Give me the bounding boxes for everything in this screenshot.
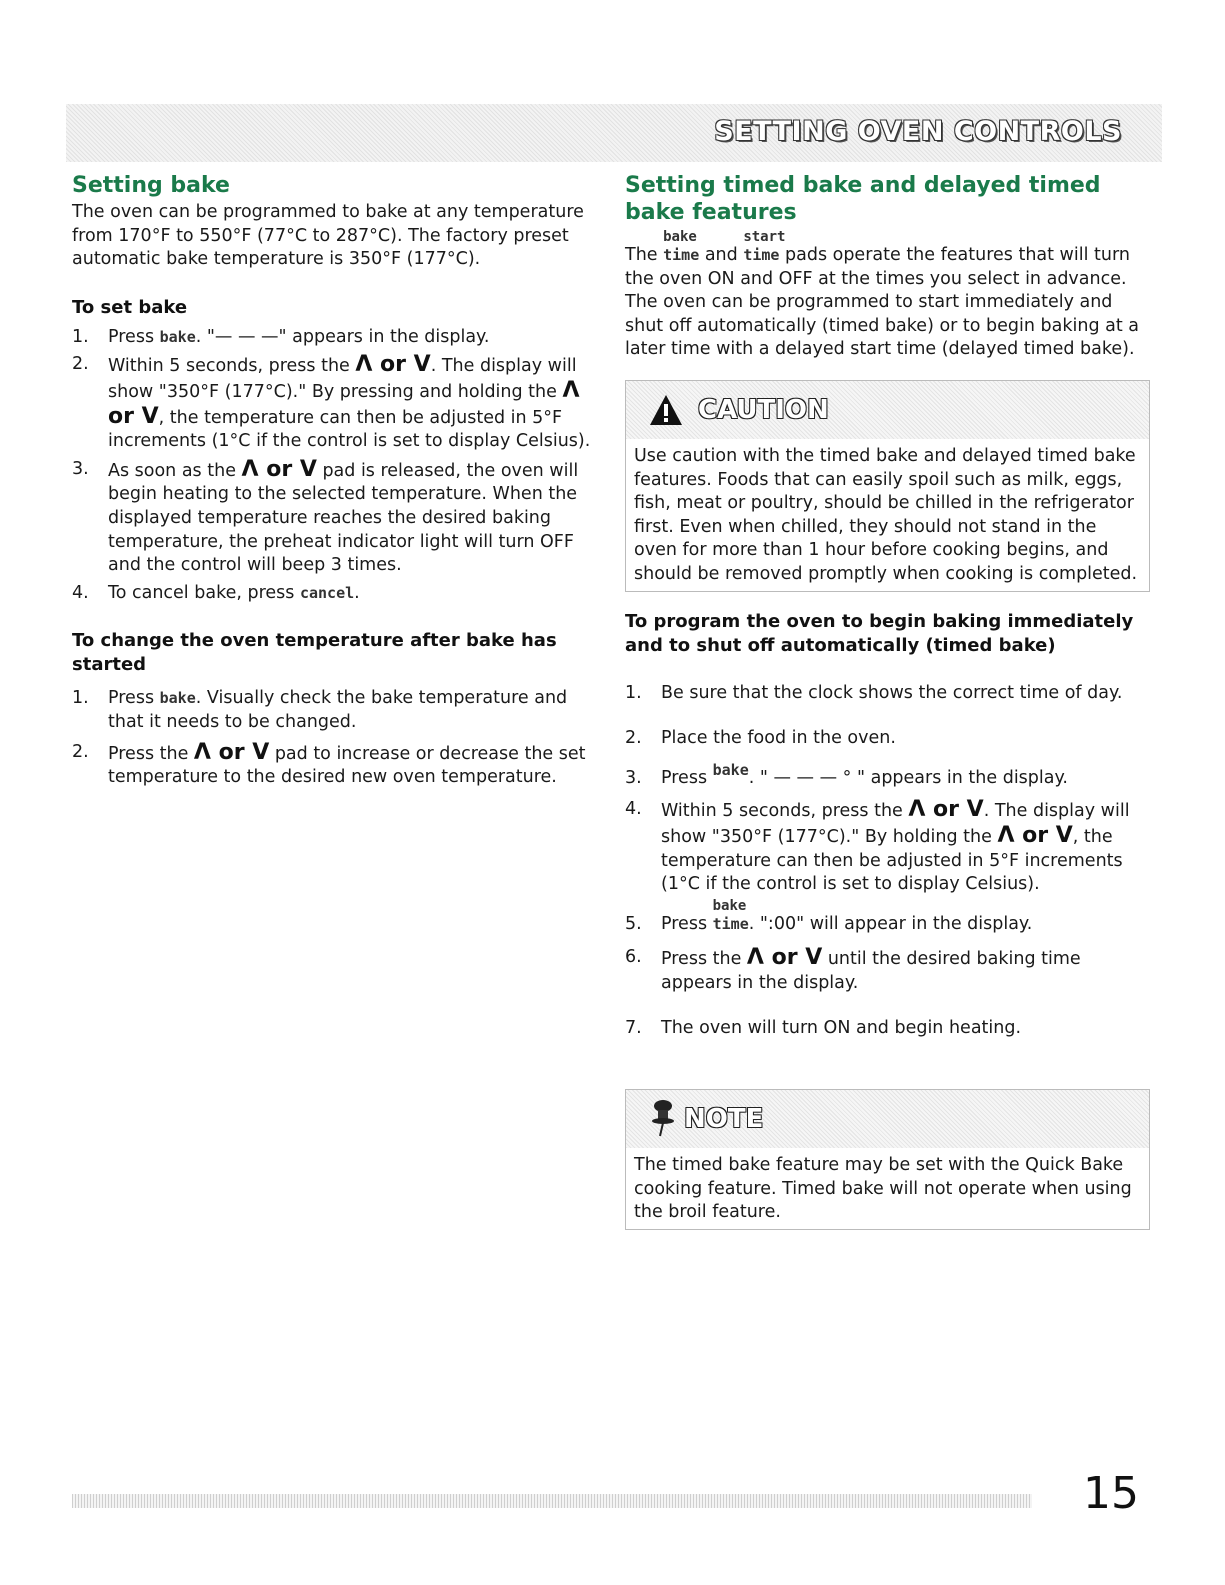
intro-text: The [625,245,664,265]
bake-time-key [712,897,749,937]
bake-key: bake [159,689,196,708]
step-text: until the desired baking time appears in the display. [661,949,1081,993]
key-top-label: bake [712,897,747,914]
step-number: 3. [625,767,642,788]
up-down-arrows-icon: Λ or V [355,352,431,378]
up-down-arrows-icon: Λ or V [746,945,823,971]
banner-title: SETTING OVEN CONTROLS [714,116,1122,147]
timed-bake-intro [625,229,1150,362]
key-top-label: start [743,229,786,245]
page-number: 15 [1083,1468,1139,1519]
step-number: 1. [72,688,89,709]
list-item [72,687,592,734]
step-number: 5. [625,913,642,934]
step-text: Press the [108,743,194,764]
step-text: Within 5 seconds, press the [108,356,356,377]
step-text: pad to increase or decrease the set temperature to the desired new oven temperature. [108,743,586,788]
step-text: pad is released, the oven will begin heating to the selected temperature. When the displayed temperature reaches the desired baking temperature, the preheat indicator light will turn OFF and the control will beep 3 times. [108,460,579,576]
list-item [72,353,592,453]
step-text: To cancel bake, press [108,582,300,603]
change-temp-heading: To change the oven temperature after bake has started [72,630,557,676]
step-number: 1. [72,326,89,347]
up-down-arrows-icon: Λ or V [193,739,270,765]
pushpin-icon [648,1098,678,1138]
step-text: Within 5 seconds, press the [661,801,909,822]
intro-text: pads operate the features that will turn the oven ON and OFF at the times you select in advance. The oven can be programmed to start immediately and shut off automatically (timed bake) or to begin baking at a later time with a delayed start time (delayed timed bake). [625,245,1140,360]
caution-text: Use caution with the timed bake and delayed timed bake features. Foods that can easily spoil such as milk, eggs, fish, meat or poultry, should be chilled in the refrigerator first. Even when chilled, they should not stand in the oven for more than 1 hour before cooking begins, and should be removed promptly when cooking is completed. [634,445,1138,584]
step-text: Press [108,688,160,709]
step-number: 4. [72,582,89,603]
caution-body [626,439,1149,591]
list-item [72,741,592,790]
left-column [72,172,592,790]
list-item [72,326,592,350]
step-number: 1. [625,682,642,703]
list-item [72,582,592,606]
step-text: Place the food in the oven. [661,728,896,749]
list-item [625,682,1150,706]
change-temp-steps [72,687,592,789]
list-item [625,946,1150,995]
warning-triangle-icon [648,393,684,427]
step-number: 4. [625,799,642,820]
step-number: 2. [72,354,89,375]
cancel-key: cancel [299,583,355,602]
step-text: The oven will turn ON and begin heating. [661,1018,1022,1039]
step-number: 2. [72,741,89,762]
list-item [625,1017,1150,1041]
setting-bake-heading: Setting bake [72,173,230,198]
to-set-bake-steps [72,326,592,606]
program-steps [625,682,1150,1042]
step-number: 6. [625,947,642,968]
note-text: The timed bake feature may be set with the Quick Bake cooking feature. Timed bake will not operate when using the broil feature. [634,1155,1132,1223]
note-box [625,1089,1150,1230]
bake-key: bake [159,327,196,346]
caution-label: CAUTION [698,394,829,425]
to-set-bake-heading: To set bake [72,296,188,318]
step-text: . ":00" will appear in the display. [748,913,1033,934]
timed-bake-heading: Setting timed bake and delayed timed bake features [625,173,1101,225]
key-top-label: bake [663,229,697,245]
step-text: , the temperature can then be adjusted in 5°F increments (1°C if the control is set to display Celsius). [661,826,1123,895]
step-number: 3. [72,458,89,479]
step-text: . [354,582,360,603]
list-item [625,798,1150,896]
intro-text: and [699,245,744,265]
step-text: , the temperature can then be adjusted in 5°F increments (1°C if the control is set to display Celsius). [108,407,591,452]
up-down-arrows-icon: Λ or V [241,456,317,482]
step-text: . Visually check the bake temperature and that it needs to be changed. [108,688,568,732]
step-text: . The display will show "350°F (177°C)." By holding the [661,801,1130,847]
note-header [626,1090,1149,1148]
step-text: Press the [661,949,747,970]
note-label: NOTE [684,1104,764,1135]
note-body [626,1148,1149,1229]
caution-box [625,380,1150,592]
list-item [625,760,1150,791]
step-text: Be sure that the clock shows the correct time of day. [661,682,1123,703]
step-number: 7. [625,1018,642,1039]
up-down-arrows-icon: Λ or V [908,797,984,823]
step-text: As soon as the [108,460,242,481]
step-text: . "— — —" appears in the display. [195,326,490,347]
step-text: Press [661,913,713,934]
step-text: . The display will show "350°F (177°C)." By pressing and holding the [108,356,577,402]
key-label: time [743,246,780,264]
step-text: Press [108,326,160,347]
program-heading: To program the oven to begin baking immediately and to shut off automatically (timed bake) [625,610,1134,656]
footer-rule [72,1494,1032,1508]
list-item [625,897,1150,937]
right-column [625,172,1150,1230]
up-down-arrows-icon: Λ or V [997,822,1073,848]
section-banner [66,104,1162,162]
list-item [72,458,592,578]
list-item [625,727,1150,751]
setting-bake-intro: The oven can be programmed to bake at any temperature from 170°F to 550°F (77°C to 287°C). The factory preset automatic bake temperature is 350°F (177°C). [72,202,584,270]
key-label: time [712,914,749,933]
step-text: . " — — — ° " appears in the display. [748,767,1068,788]
step-text: Press [661,767,713,788]
caution-header [626,381,1149,439]
key-label: time [663,246,700,264]
start-time-key [743,229,786,268]
bake-key: bake [712,760,749,779]
step-number: 2. [625,728,642,749]
up-down-arrows-icon: Λ or V [108,377,580,429]
bake-time-key [663,229,700,268]
